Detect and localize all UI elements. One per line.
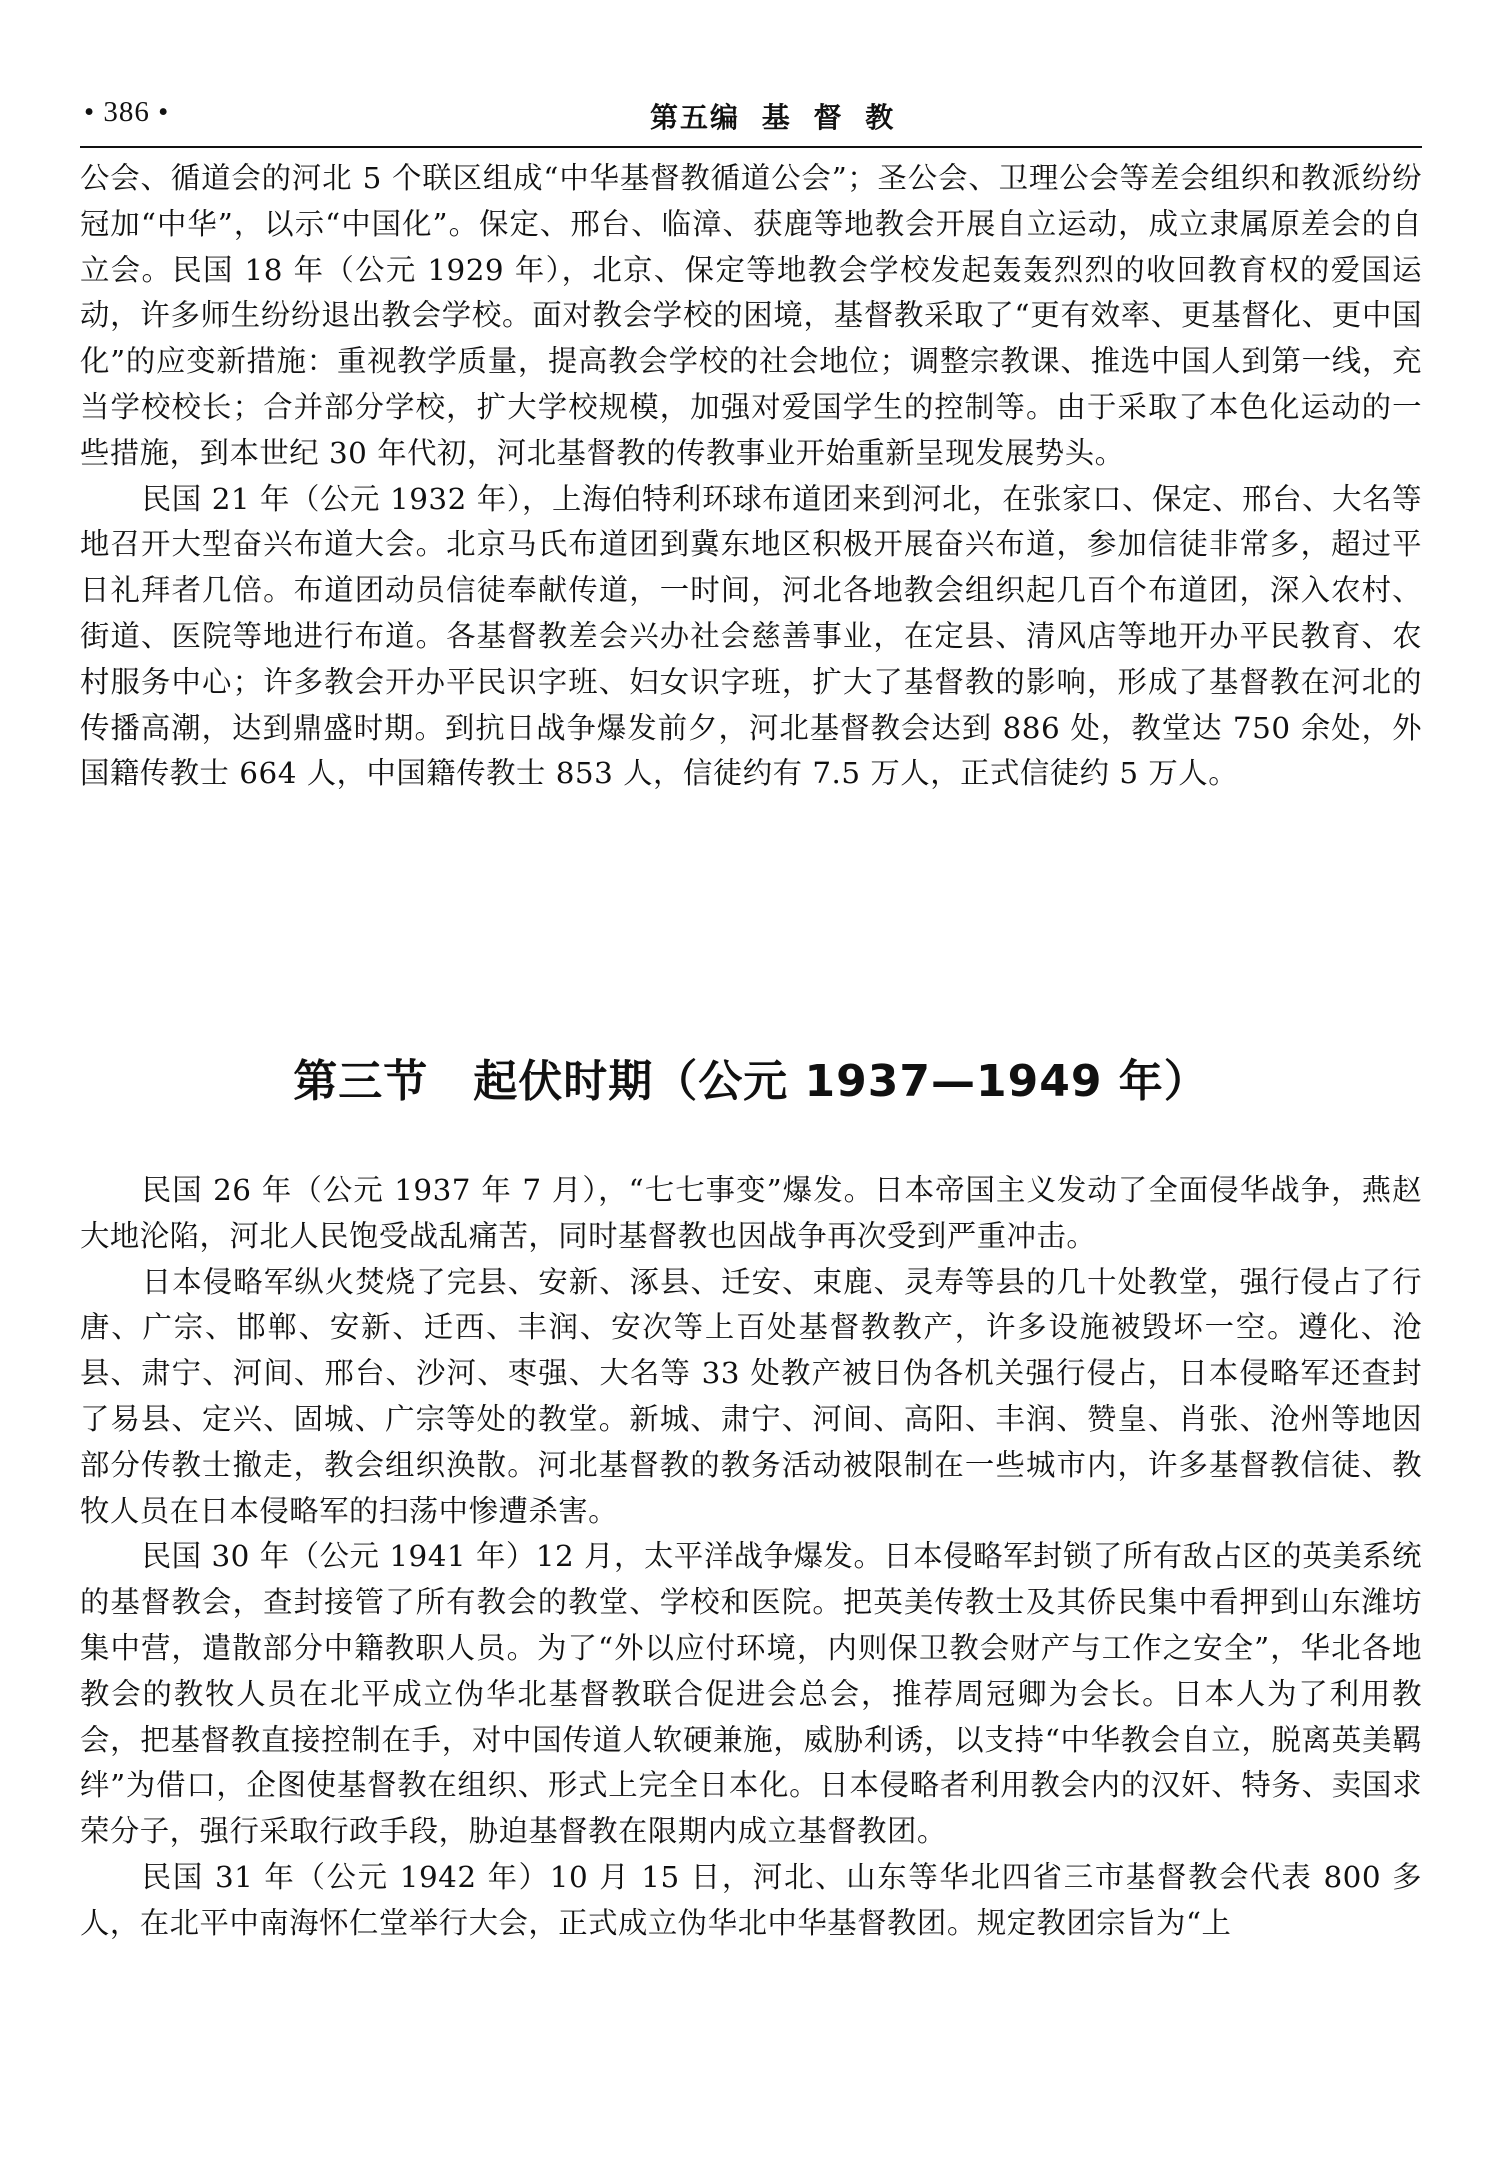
header-rule — [80, 146, 1422, 148]
text-block-before-heading — [80, 156, 1422, 797]
paragraph: 民国 30 年（公元 1941 年）12 月，太平洋战争爆发。日本侵略军封锁了所有敌占区的英美系统的基督教会，查封接管了所有教会的教堂、学校和医院。把英美传教士及其侨民集中看押到山东潍坊集中营，遣散部分中籍教职人员。为了“外以应付环境，内则保卫教会财产与工作之安全”，华北各地教会的教牧人员在北平成立伪华北基督教联合促进会总会，推荐周冠卿为会长。日本人为了利用教会，把基督教直接控制在手，对中国传道人软硬兼施，威胁利诱，以支持“中华教会自立，脱离英美羁绊”为借口，企图使基督教在组织、形式上完全日本化。日本侵略者利用教会内的汉奸、特务、卖国求荣分子，强行采取行政手段，胁迫基督教在限期内成立基督教团。 — [80, 1539, 1422, 1849]
page-header — [80, 92, 1420, 140]
paragraph: 日本侵略军纵火焚烧了完县、安新、涿县、迁安、束鹿、灵寿等县的几十处教堂，强行侵占了行唐、广宗、邯郸、安新、迁西、丰润、安次等上百处基督教教产，许多设施被毁坏一空。遵化、沧县、肃宁、河间、邢台、沙河、枣强、大名等 33 处教产被日伪各机关强行侵占，日本侵略军还查封了易县、定兴、固城、广宗等处的教堂。新城、肃宁、河间、高阳、丰润、赞皇、肖张、沧州等地因部分传教士撤走，教会组织涣散。河北基督教的教务活动被限制在一些城市内，许多基督教信徒、教牧人员在日本侵略军的扫荡中惨遭杀害。 — [80, 1264, 1422, 1528]
paragraph-continued: 公会、循道会的河北 5 个联区组成“中华基督教循道公会”；圣公会、卫理公会等差会组织和教派纷纷冠加“中华”，以示“中国化”。保定、邢台、临漳、获鹿等地教会开展自立运动，成立隶属原差会的自立会。民国 18 年（公元 1929 年），北京、保定等地教会学校发起轰轰烈烈的收回教育权的爱国运动，许多师生纷纷退出教会学校。面对教会学校的困境，基督教采取了“更有效率、更基督化、更中国化”的应变新措施：重视教学质量，提高教会学校的社会地位；调整宗教课、推选中国人到第一线，充当学校校长；合并部分学校，扩大学校规模，加强对爱国学生的控制等。由于采取了本色化运动的一些措施，到本世纪 30 年代初，河北基督教的传教事业开始重新呈现发展势头。 — [80, 161, 1422, 470]
paragraph: 民国 21 年（公元 1932 年），上海伯特利环球布道团来到河北，在张家口、保定、邢台、大名等地召开大型奋兴布道大会。北京马氏布道团到冀东地区积极开展奋兴布道，参加信徒非常多，超过平日礼拜者几倍。布道团动员信徒奉献传道，一时间，河北各地教会组织起几百个布道团，深入农村、街道、医院等地进行布道。各基督教差会兴办社会慈善事业，在定县、清风店等地开办平民教育、农村服务中心；许多教会开办平民识字班、妇女识字班，扩大了基督教的影响，形成了基督教在河北的传播高潮，达到鼎盛时期。到抗日战争爆发前夕，河北基督教会达到 886 处，教堂达 750 余处，外国籍传教士 664 人，中国籍传教士 853 人，信徒约有 7.5 万人，正式信徒约 5 万人。 — [80, 481, 1422, 791]
paragraph: 民国 31 年（公元 1942 年）10 月 15 日，河北、山东等华北四省三市基督教会代表 800 多人，在北平中南海怀仁堂举行大会，正式成立伪华北中华基督教团。规定教团宗旨为“上 — [80, 1859, 1422, 1940]
section-heading: 第三节 起伏时期（公元 1937—1949 年） — [293, 1056, 1209, 1107]
text-block-after-heading — [80, 1168, 1422, 1947]
running-head: 第五编 基 督 教 — [650, 101, 896, 134]
paragraph: 民国 26 年（公元 1937 年 7 月），“七七事变”爆发。日本帝国主义发动了全面侵华战争，燕赵大地沦陷，河北人民饱受战乱痛苦，同时基督教也因战争再次受到严重冲击。 — [80, 1173, 1422, 1253]
page-number: • 386 • — [84, 96, 170, 128]
